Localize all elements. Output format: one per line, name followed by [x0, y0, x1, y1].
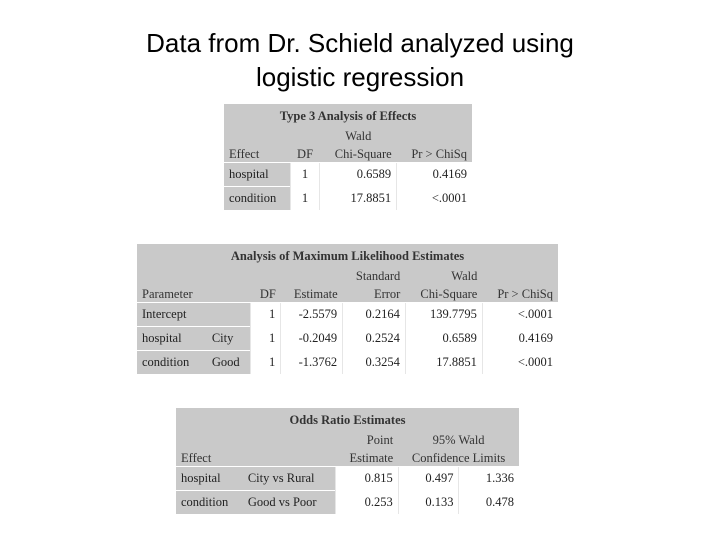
odds-row-upper: 0.478: [459, 490, 519, 514]
mle-row-estimate: -0.2049: [281, 326, 343, 350]
mle-row-level: Good: [207, 350, 251, 374]
type3-row-effect: hospital: [224, 162, 290, 186]
mle-row-pr: <.0001: [482, 302, 558, 326]
mle-header-parameter: Parameter: [137, 284, 207, 302]
type3-header-df: DF: [290, 144, 320, 162]
mle-row-pr: <.0001: [482, 350, 558, 374]
type3-row-effect: condition: [224, 186, 290, 210]
mle-row-parameter: condition: [137, 350, 207, 374]
mle-table-title: Analysis of Maximum Likelihood Estimates: [137, 244, 558, 268]
mle-row-se: 0.3254: [343, 350, 406, 374]
type3-effects-table: [224, 104, 472, 210]
odds-row-lower: 0.133: [398, 490, 459, 514]
mle-header-error: Error: [343, 284, 406, 302]
mle-row-pr: 0.4169: [482, 326, 558, 350]
odds-header-effect: Effect: [176, 448, 243, 466]
table-row: [176, 490, 519, 514]
type3-header-chisq: Chi-Square: [320, 144, 397, 162]
slide-title-line-1: Data from Dr. Schield analyzed using: [146, 28, 574, 58]
mle-row-parameter: hospital: [137, 326, 207, 350]
mle-header-standard: Standard: [343, 268, 406, 284]
odds-header-confidence-limits: Confidence Limits: [398, 448, 519, 466]
odds-row-comparison: Good vs Poor: [243, 490, 336, 514]
mle-header-pr: Pr > ChiSq: [482, 284, 558, 302]
mle-row-parameter: Intercept: [137, 302, 207, 326]
type3-table-title: Type 3 Analysis of Effects: [224, 104, 472, 128]
mle-row-chisq: 0.6589: [405, 326, 482, 350]
type3-row-chisq: 0.6589: [320, 162, 397, 186]
table-row: [224, 162, 472, 186]
odds-row-estimate: 0.815: [335, 466, 398, 490]
type3-row-df: 1: [290, 162, 320, 186]
mle-row-df: 1: [251, 326, 281, 350]
table-row: [137, 302, 558, 326]
odds-ratio-table: [176, 408, 519, 514]
odds-row-comparison: City vs Rural: [243, 466, 336, 490]
mle-header-wald: Wald: [405, 268, 482, 284]
mle-row-estimate: -2.5579: [281, 302, 343, 326]
table-row: [137, 326, 558, 350]
type3-row-chisq: 17.8851: [320, 186, 397, 210]
mle-row-level: [207, 302, 251, 326]
mle-row-se: 0.2164: [343, 302, 406, 326]
odds-header-point: Point: [335, 432, 398, 448]
mle-row-se: 0.2524: [343, 326, 406, 350]
table-row: [137, 350, 558, 374]
mle-header-estimate: Estimate: [281, 284, 343, 302]
type3-row-pr: 0.4169: [397, 162, 472, 186]
type3-row-df: 1: [290, 186, 320, 210]
mle-header-df: DF: [251, 284, 281, 302]
slide-title-line-2: logistic regression: [255, 62, 465, 92]
type3-header-effect: Effect: [224, 144, 290, 162]
odds-row-upper: 1.336: [459, 466, 519, 490]
mle-row-chisq: 17.8851: [405, 350, 482, 374]
odds-table-title: Odds Ratio Estimates: [176, 408, 519, 432]
slide-title: [0, 26, 720, 94]
mle-row-level: City: [207, 326, 251, 350]
odds-header-estimate: Estimate: [335, 448, 398, 466]
table-row: [224, 186, 472, 210]
type3-header-pr: Pr > ChiSq: [397, 144, 472, 162]
mle-row-chisq: 139.7795: [405, 302, 482, 326]
odds-header-95-wald: 95% Wald: [398, 432, 519, 448]
mle-row-estimate: -1.3762: [281, 350, 343, 374]
odds-row-effect: hospital: [176, 466, 243, 490]
table-row: [176, 466, 519, 490]
type3-header-wald: Wald: [320, 128, 397, 144]
odds-row-effect: condition: [176, 490, 243, 514]
mle-row-df: 1: [251, 302, 281, 326]
odds-row-lower: 0.497: [398, 466, 459, 490]
mle-header-chisq: Chi-Square: [405, 284, 482, 302]
mle-row-df: 1: [251, 350, 281, 374]
type3-row-pr: <.0001: [397, 186, 472, 210]
odds-row-estimate: 0.253: [335, 490, 398, 514]
mle-table: [137, 244, 558, 374]
